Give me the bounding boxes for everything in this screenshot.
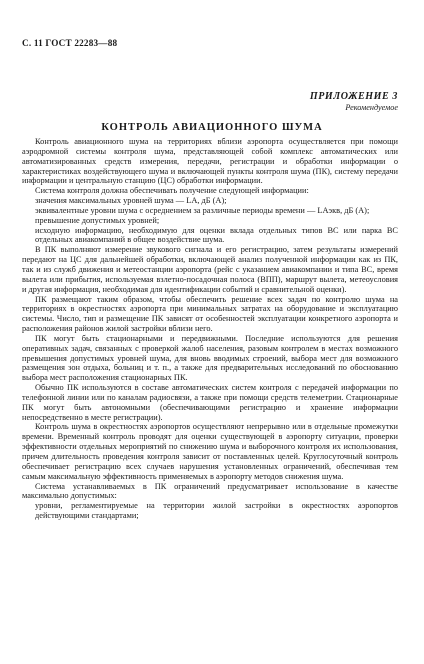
paragraph: Обычно ПК используются в составе автоматических систем контроля с передачей информации по телефонной линии или по каналам радиосвязи, а также при помощи средств телеметрии. Стационарные ПК могут быть автономными (обеспечивающими регистрацию и хранение информации непосредственно в месте регистрации). — [22, 383, 398, 422]
paragraph: Система устанавливаемых в ПК ограничений предусматривает использование в качестве максимально допустимых: — [22, 481, 398, 501]
body-text — [22, 137, 398, 521]
appendix-status: Рекомендуемое — [345, 103, 398, 112]
section-title: КОНТРОЛЬ АВИАЦИОННОГО ШУМА — [101, 122, 323, 133]
paragraph: ПК могут быть стационарными и передвижными. Последние используются для решения оперативных задач, связанных с проверкой жалоб населения, разовым контролем в местах возможного превышения допустимых уровней шума, для вновь вводимых строений, выбора мест для возможного размещения зон отдыха, больниц и т. п., а также для предварительных исследований по обоснованию выбора мест расположения стационарных ПК. — [22, 333, 398, 383]
appendix-label: ПРИЛОЖЕНИЕ 3 — [309, 91, 398, 102]
appendix-block — [310, 91, 398, 112]
paragraph: ПК размещают таким образом, чтобы обеспечить решение всех задач по контролю шума на территориях в окрестностях аэропорта при минимальных затратах на оборудование и эксплуатацию системы. Число, тип и размещение ПК зависят от особенностей эксплуатации конкретного аэропорта и расположения районов жилой застройки вблизи него. — [22, 294, 398, 334]
page-header: С. 11 ГОСТ 22283—88 — [22, 38, 118, 48]
list-item: значения максимальных уровней шума — LA, дБ (A); — [35, 196, 227, 206]
paragraph: Контроль шума в окрестностях аэропортов осуществляют непрерывно или в отдельные промежутки времени. Временный контроль проводят для оценки существующей в аэропорту ситуации, проверки эффективности отдельных мероприятий по снижению шума и выборочного контроля их использования, причем длительность проведения контроля зависит от поставленных целей. Круглосуточный контроль обеспечивает регистрацию всех случаев нарушения установленных ограничений, обеспечивая тем самым максимальную эффективность применяемых в аэропорту методов снижения шума. — [22, 422, 398, 481]
list-item: уровни, регламентируемые на территории жилой застройки в окрестностях аэропортов действующими стандартами; — [35, 501, 398, 521]
list-item: эквивалентные уровни шума с осреднением за различные периоды времени — LAэкв, дБ (A); — [35, 205, 370, 215]
list-item: исходную информацию, необходимую для оценки вклада отдельных типов ВС или парка ВС отдельных авиакомпаний в общее воздействие шума. — [35, 225, 398, 245]
paragraph: Система контроля должна обеспечивать получение следующей информации: — [35, 186, 309, 196]
paragraph: В ПК выполняют измерение звукового сигнала и его регистрацию, затем результаты измерений передают на ЦС для дальнейшей обработки, включающей анализ полученной информации как из ПК, так и из служб движения и метеостанции аэропорта (рейс с указанием авиакомпании и типа ВС, время вылета или прибытия, используемая взлетно-посадочная полоса (ВПП), маршрут вылета, метеоусловия и другая информация, необходимая для идентификации событий и сравнительной оценки). — [22, 245, 398, 294]
list-item: превышение допустимых уровней; — [35, 215, 160, 225]
paragraph: Контроль авиационного шума на территориях вблизи аэропорта осуществляется при помощи аэродромной системы контроля шума, представляющей собой комплекс автоматических или автоматизированных средств измерения, передачи, регистрации и обработки информации о характеристиках воздействующего шума и включающей пункты контроля шума (ПК), систему передачи информации и центральную станцию (ЦС) обработки информации. — [22, 137, 398, 186]
